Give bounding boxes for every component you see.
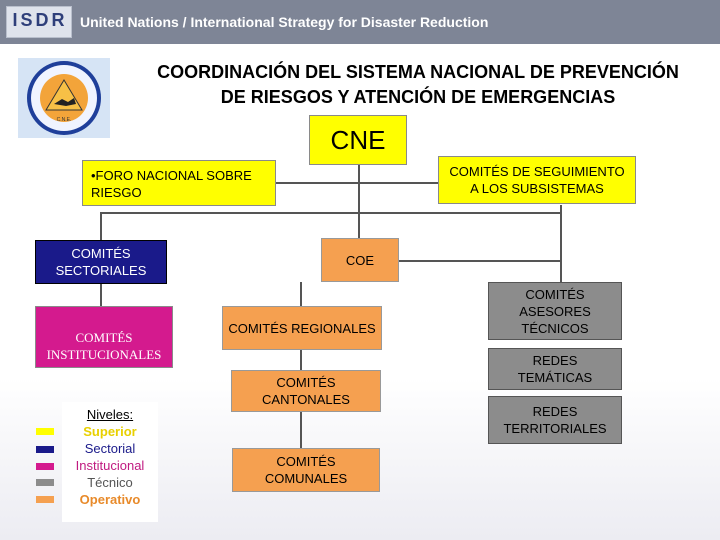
node-sectoriales-label: COMITÉS SECTORIALES	[55, 246, 147, 278]
node-territoriales-label: REDES TERRITORIALES	[503, 404, 607, 436]
legend-swatch-operativo	[36, 496, 54, 503]
legend	[62, 402, 158, 522]
node-foro-label: •FORO NACIONAL SOBRE RIESGO	[91, 168, 252, 200]
legend-swatch-tecnico	[36, 479, 54, 486]
node-seguimiento	[438, 156, 636, 204]
node-foro	[82, 160, 276, 206]
node-asesores-label: COMITÉS ASESORES TÉCNICOS	[519, 286, 591, 336]
legend-title: Niveles:	[86, 407, 134, 422]
legend-item-tecnico: Técnico	[87, 475, 133, 490]
legend-item-institucional: Institucional	[75, 458, 145, 473]
connector-level-bar	[100, 212, 560, 214]
legend-item-operativo: Operativo	[79, 492, 141, 507]
connector-coe-right	[398, 260, 560, 262]
node-coe-label: COE	[345, 252, 375, 268]
isdr-logo	[6, 6, 72, 38]
node-cantonales-label: COMITÉS CANTONALES	[262, 375, 350, 407]
connector-foro-seguimiento	[275, 182, 439, 184]
connector-cne-coe	[358, 163, 360, 239]
connector-to-asesores	[560, 205, 562, 283]
node-regionales-label: COMITÉS REGIONALES	[228, 320, 376, 336]
node-sectoriales	[35, 240, 167, 284]
connector-to-institucionales	[100, 280, 102, 308]
node-regionales	[222, 306, 382, 350]
node-cne	[309, 115, 407, 165]
node-asesores	[488, 282, 622, 340]
node-cne-label: CNE	[330, 124, 386, 155]
legend-swatch-sectorial	[36, 446, 54, 453]
title-line-1: COORDINACIÓN DEL SISTEMA NACIONAL DE PREVENCIÓN	[157, 62, 679, 82]
node-tematicas-label: REDES TEMÁTICAS	[517, 353, 593, 385]
page-title	[118, 60, 718, 110]
isdr-logo-text: ISDR	[12, 10, 68, 30]
legend-swatch-institucional	[36, 463, 54, 470]
node-seguimiento-label: COMITÉS DE SEGUIMIENTO A LOS SUBSISTEMAS	[449, 164, 625, 196]
node-comunales	[232, 448, 380, 492]
node-coe	[321, 238, 399, 282]
node-territoriales	[488, 396, 622, 444]
node-institucionales-label: COMITÉS INSTITUCIONALES	[46, 330, 162, 362]
emblem-seal	[18, 58, 110, 138]
emblem-caption: C.N.E.	[56, 117, 72, 123]
title-line-2: DE RIESGOS Y ATENCIÓN DE EMERGENCIAS	[220, 87, 616, 107]
legend-swatch-superior	[36, 428, 54, 435]
header-title: United Nations / International Strategy for Disaster Reduction	[80, 14, 489, 30]
connector-to-sectoriales	[100, 212, 102, 242]
node-comunales-label: COMITÉS COMUNALES	[264, 454, 348, 486]
node-cantonales	[231, 370, 381, 412]
legend-item-superior: Superior	[83, 424, 137, 439]
legend-item-sectorial: Sectorial	[84, 441, 136, 456]
node-institucionales	[35, 306, 173, 368]
node-tematicas	[488, 348, 622, 390]
